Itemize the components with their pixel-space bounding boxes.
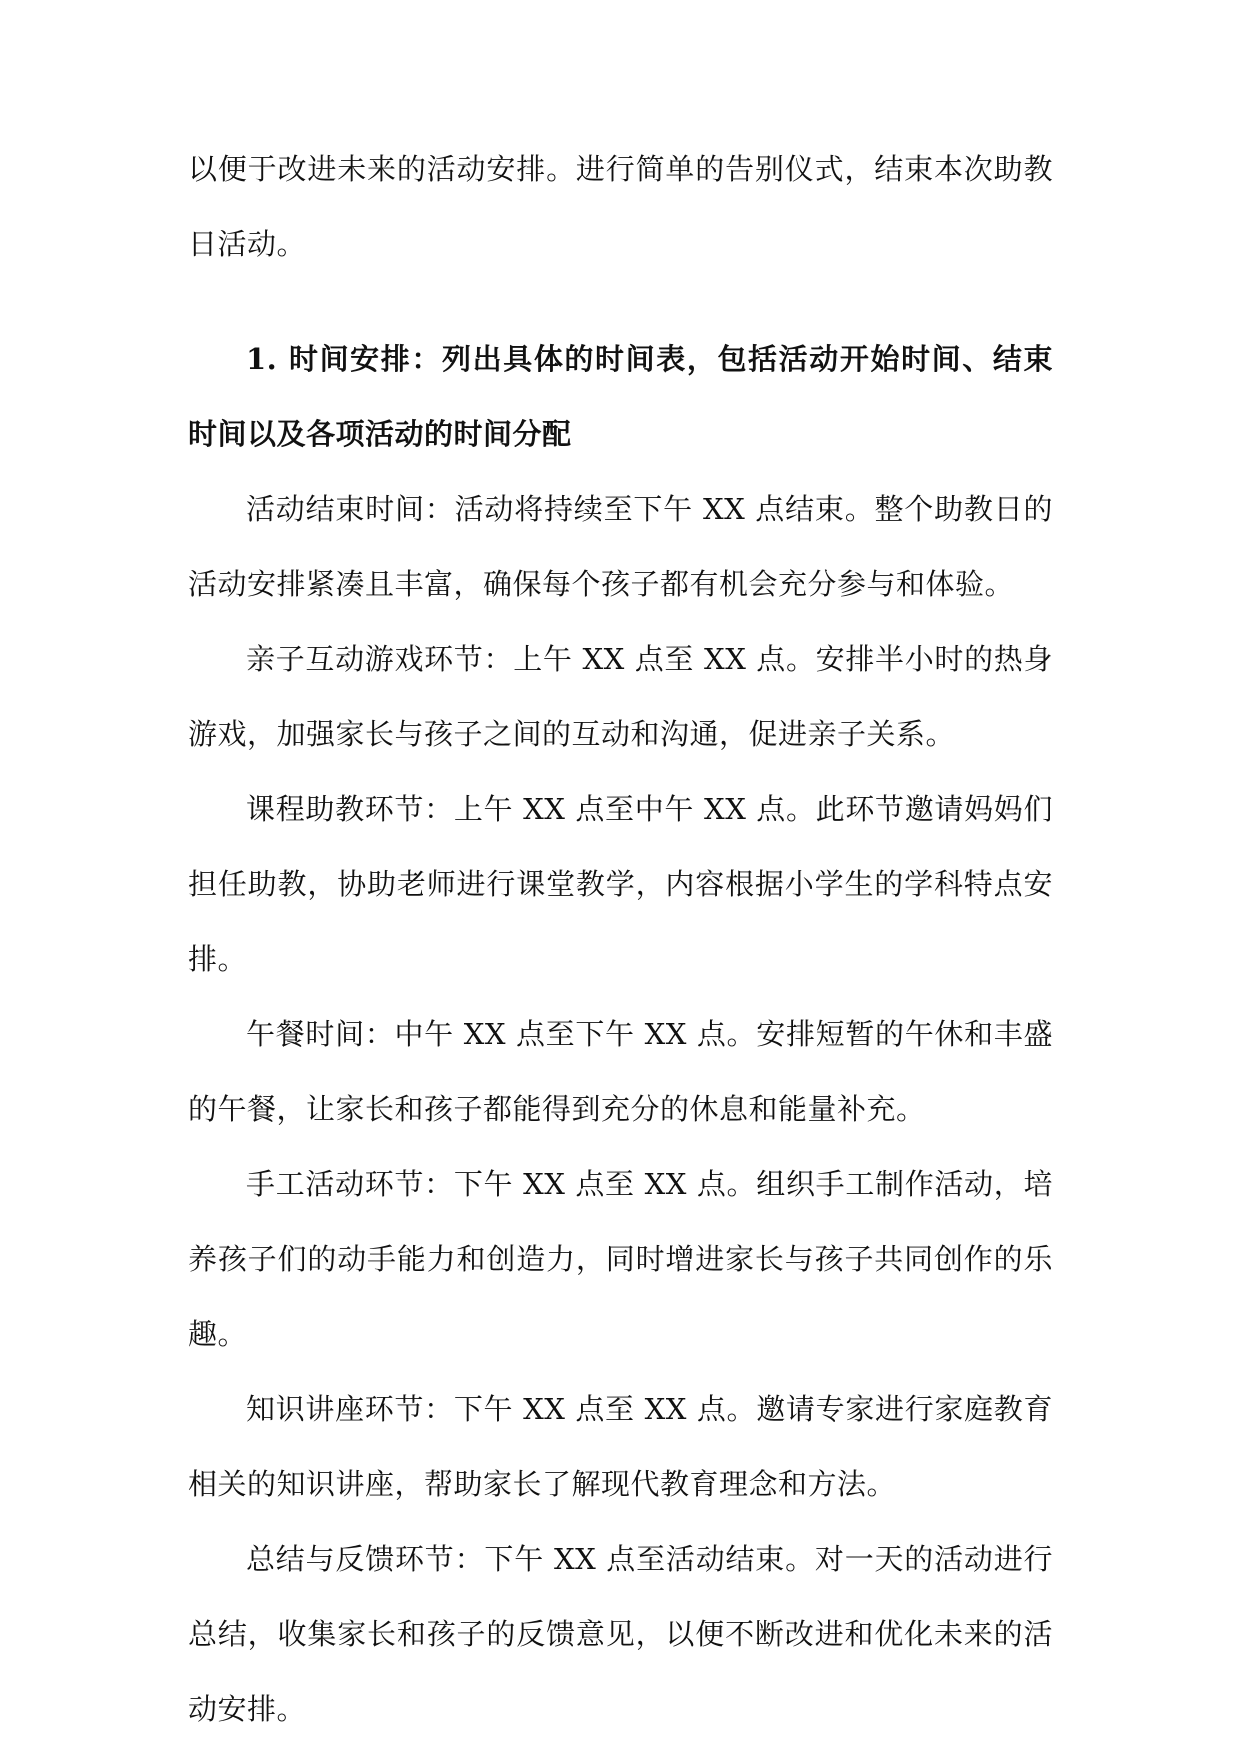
paragraph-end-time: 活动结束时间：活动将持续至下午 XX 点结束。整个助教日的活动安排紧凑且丰富，确保每个孩子都有机会充分参与和体验。 — [188, 492, 1053, 601]
continuation-paragraph: 以便于改进未来的活动安排。进行简单的告别仪式，结束本次助教日活动。 — [188, 152, 1053, 261]
section-heading: 1. 时间安排：列出具体的时间表，包括活动开始时间、结束时间以及各项活动的时间分配 — [188, 342, 1053, 451]
body-paragraphs — [188, 472, 1053, 1747]
paragraph-parent-child-games: 亲子互动游戏环节：上午 XX 点至 XX 点。安排半小时的热身游戏，加强家长与孩子之间的互动和沟通，促进亲子关系。 — [188, 642, 1053, 751]
paragraph-summary-feedback: 总结与反馈环节：下午 XX 点至活动结束。对一天的活动进行总结，收集家长和孩子的反馈意见，以便不断改进和优化未来的活动安排。 — [188, 1542, 1053, 1726]
paragraph-handcraft: 手工活动环节：下午 XX 点至 XX 点。组织手工制作活动，培养孩子们的动手能力和创造力，同时增进家长与孩子共同创作的乐趣。 — [188, 1167, 1053, 1351]
paragraph-course-assistant: 课程助教环节：上午 XX 点至中午 XX 点。此环节邀请妈妈们担任助教，协助老师进行课堂教学，内容根据小学生的学科特点安排。 — [188, 792, 1053, 976]
paragraph-lecture: 知识讲座环节：下午 XX 点至 XX 点。邀请专家进行家庭教育相关的知识讲座，帮助家长了解现代教育理念和方法。 — [188, 1392, 1053, 1501]
paragraph-lunch: 午餐时间：中午 XX 点至下午 XX 点。安排短暂的午休和丰盛的午餐，让家长和孩子都能得到充分的休息和能量补充。 — [188, 1017, 1053, 1126]
